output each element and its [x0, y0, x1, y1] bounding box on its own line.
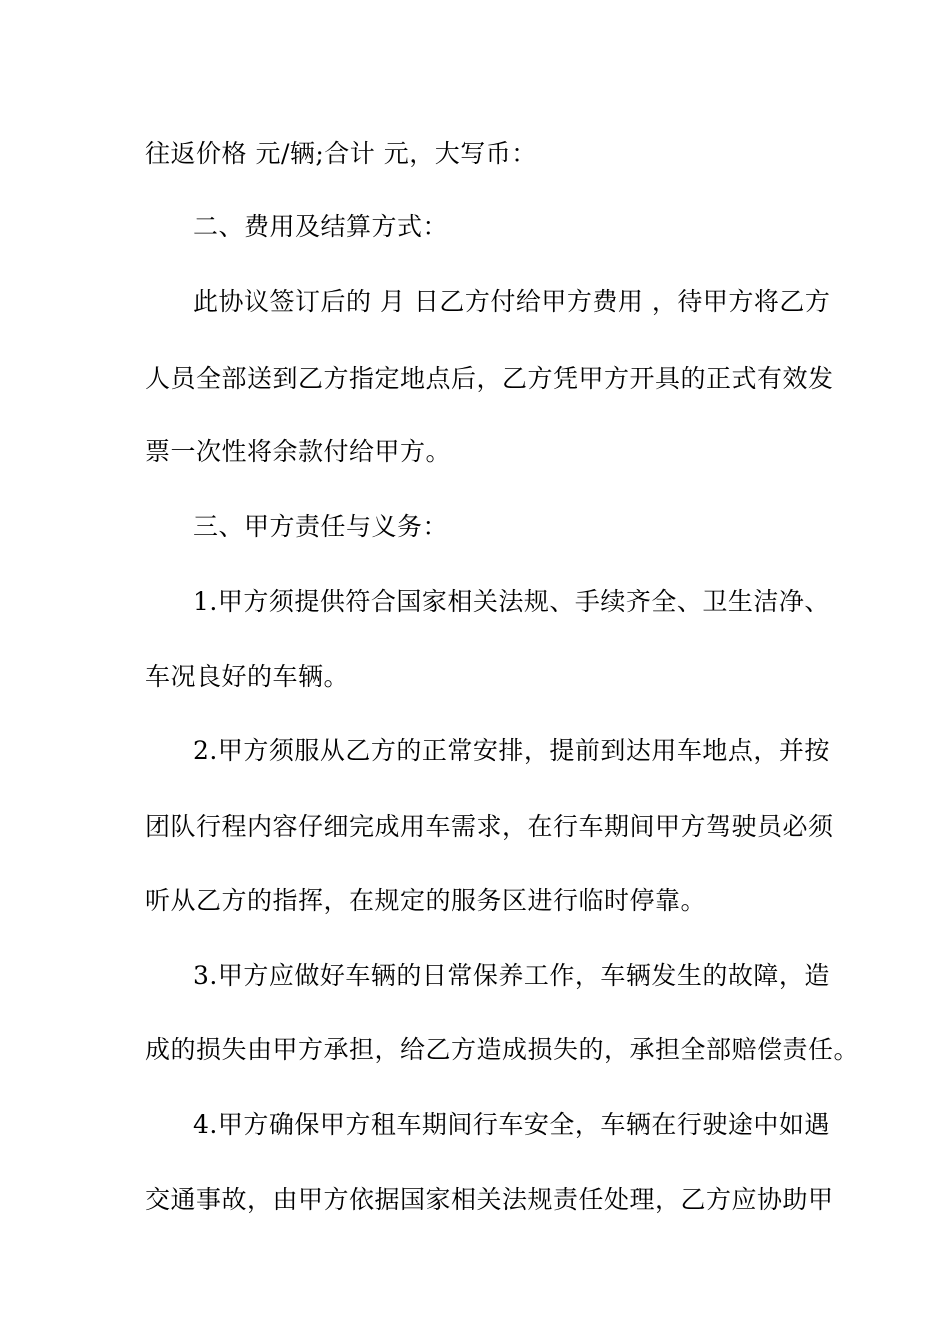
paragraph-line: 票一次性将余款付给甲方。: [145, 437, 452, 466]
list-item-line: 交通事故，由甲方依据国家相关法规责任处理，乙方应协助甲: [145, 1185, 834, 1214]
section-heading: 二、费用及结算方式：: [193, 212, 449, 241]
list-item-line: 3.甲方应做好车辆的日常保养工作，车辆发生的故障，造: [193, 961, 830, 990]
section-heading: 三、甲方责任与义务：: [193, 512, 449, 541]
list-item-line: 4.甲方确保甲方租车期间行车安全，车辆在行驶途中如遇: [193, 1110, 830, 1139]
list-item-line: 2.甲方须服从乙方的正常安排，提前到达用车地点，并按: [193, 736, 830, 765]
list-item-line: 团队行程内容仔细完成用车需求，在行车期间甲方驾驶员必须: [145, 812, 834, 841]
list-item-line: 听从乙方的指挥，在规定的服务区进行临时停靠。: [145, 886, 707, 915]
list-item-line: 1.甲方须提供符合国家相关法规、手续齐全、卫生洁净、: [193, 587, 830, 616]
list-item-line: 成的损失由甲方承担，给乙方造成损失的，承担全部赔偿责任。: [145, 1035, 860, 1064]
text-line: 往返价格 元/辆;合计 元，大写币：: [145, 139, 537, 168]
list-item-line: 车况良好的车辆。: [145, 662, 350, 691]
paragraph-line: 人员全部送到乙方指定地点后，乙方凭甲方开具的正式有效发: [145, 364, 834, 393]
paragraph-line: 此协议签订后的 月 日乙方付给甲方费用 ，待甲方将乙方: [193, 287, 831, 316]
